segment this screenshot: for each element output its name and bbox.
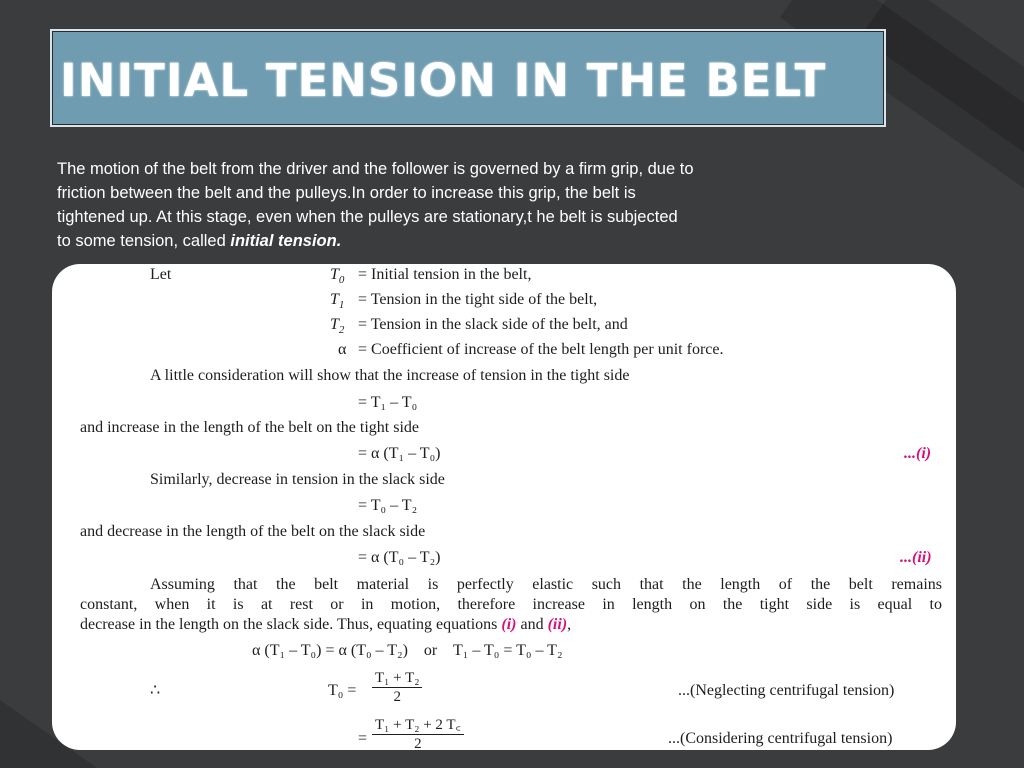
intro-line xyxy=(57,229,837,253)
body-text: A little consideration will show that the increase of tension in the tight side xyxy=(150,367,630,384)
intro-text: to some tension, called xyxy=(57,232,231,250)
equation-ref: (i) xyxy=(501,616,517,633)
equation: T₀ = xyxy=(328,682,357,699)
body-text: and decrease in the length of the belt on the slack side xyxy=(80,523,426,540)
fraction-numerator: T₁ + T₂ + 2 T꜀ xyxy=(372,717,464,735)
equation-ref: ...(ii) xyxy=(900,549,932,566)
body-text: decrease in the length on the slack side. Thus, equating equations (i) and (ii), xyxy=(80,616,572,633)
intro-paragraph xyxy=(57,157,837,253)
initial-tension-term: initial tension. xyxy=(230,232,342,250)
def-text: = Tension in the tight side of the belt, xyxy=(358,291,598,308)
equation-ref: (ii) xyxy=(547,616,568,633)
note: ...(Considering centrifugal tension) xyxy=(668,730,893,747)
def-symbol: $T_2$ xyxy=(330,316,345,337)
fraction xyxy=(372,717,464,750)
equation: α (T₁ – T₀) = α (T₀ – T₂) or T₁ – T₀ = T₀ – T₂ xyxy=(252,642,563,659)
equation-ref: ...(i) xyxy=(904,445,932,462)
equation: = T₁ – T₀ xyxy=(358,394,418,411)
note: ...(Neglecting centrifugal tension) xyxy=(678,682,895,699)
let-label: Let xyxy=(150,266,172,283)
slide-title: INITIAL TENSION IN THE BELT xyxy=(60,54,827,107)
equation: = α (T₀ – T₂) xyxy=(358,549,441,566)
equation: = T₀ – T₂ xyxy=(358,497,418,514)
intro-line: The motion of the belt from the driver and the follower is governed by a firm grip, due to xyxy=(57,160,694,178)
fraction-denominator: 2 xyxy=(414,736,422,750)
def-symbol: α xyxy=(338,341,347,358)
def-text: = Initial tension in the belt, xyxy=(358,266,532,283)
body-text: Assuming that the belt material is perfectly elastic such that the length of the belt remains xyxy=(150,576,942,593)
intro-line: friction between the belt and the pulleys.In order to increase this grip, the belt is xyxy=(57,184,636,202)
textbook-excerpt-panel xyxy=(52,264,956,750)
body-text: and increase in the length of the belt on the tight side xyxy=(80,419,420,436)
intro-line: tightened up. At this stage, even when the pulleys are stationary,t he belt is subjected xyxy=(57,208,678,226)
body-text: constant, when it is at rest or in motion, therefore increase in length on the tight side is equal to xyxy=(80,596,942,613)
equation: = α (T₁ – T₀) xyxy=(358,445,441,462)
fraction-denominator: 2 xyxy=(393,689,401,705)
title-banner xyxy=(50,29,886,127)
therefore-symbol: ∴ xyxy=(150,682,161,699)
def-text: = Tension in the slack side of the belt, and xyxy=(358,316,628,333)
def-symbol: $T_1$ xyxy=(330,291,345,312)
fraction xyxy=(372,670,422,705)
equation: = xyxy=(358,730,368,747)
fraction-numerator: T₁ + T₂ xyxy=(372,670,422,688)
def-symbol: $T_0$ xyxy=(330,266,345,287)
def-text: = Coefficient of increase of the belt length per unit force. xyxy=(358,341,724,358)
body-text: Similarly, decrease in tension in the slack side xyxy=(150,471,445,488)
